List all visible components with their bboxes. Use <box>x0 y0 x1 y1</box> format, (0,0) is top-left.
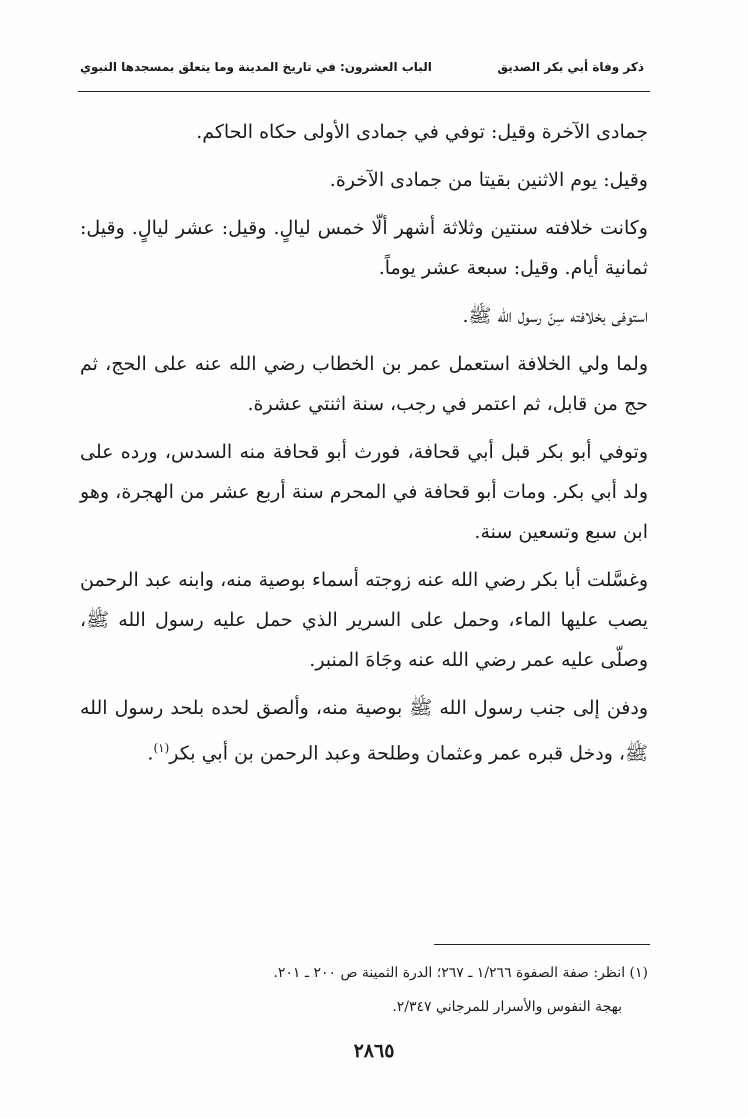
header-section-title: ذكر وفاة أبي بكر الصديق <box>497 60 644 74</box>
paragraph-last <box>80 688 648 773</box>
paragraph: ولما ولي الخلافة استعمل عمر بن الخطاب رضي الله عنه على الحج، ثم حج من قابل، ثم اعتمر في رجب، سنة اثنتي عشرة. <box>80 353 648 415</box>
paragraph: استوفى بخلافته سِنّ رسول الله ﷺ. <box>462 305 648 327</box>
paragraph: وغسَّلت أبا بكر رضي الله عنه زوجته أسماء بوصية منه، وابنه عبد الرحمن يصب عليها الماء، وحمل على السرير الذي حمل عليه رسول الله ﷺ، وصلّى عليه عمر رضي الله عنه وجَاهَ المنبر. <box>80 569 648 671</box>
paragraph: وقيل: يوم الاثنين بقيتا من جمادى الآخرة. <box>329 169 648 191</box>
footnote-line: بهجة النفوس والأسرار للمرجاني ٢/٣٤٧. <box>392 999 622 1015</box>
page-number: ٢٨٦٥ <box>353 1040 395 1062</box>
paragraph: جمادى الآخرة وقيل: توفي في جمادى الأولى حكاه الحاكم. <box>196 121 648 143</box>
paragraph-last-text: ودفن إلى جنب رسول الله ﷺ بوصية منه، وألصق لحده بلحد رسول الله ﷺ، ودخل قبره عمر وعثمان وطلحة وعبد الرحمن بن أبي بكر <box>80 697 648 765</box>
paragraph: وتوفي أبو بكر قبل أبي قحافة، فورث أبو قحافة منه السدس، ورده على ولد أبي بكر. ومات أبو قحافة في المحرم سنة أربع عشر من الهجرة، وهو ابن سبع وتسعين سنة. <box>80 441 648 543</box>
footnote-line: (١) انظر: صفة الصفوة ١/٢٦٦ ـ ٢٦٧؛ الدرة الثمينة ص ٢٠٠ ـ ٢٠١. <box>273 965 648 981</box>
main-text <box>80 112 648 781</box>
paragraph-end-mark: . <box>147 742 154 765</box>
footnotes <box>80 956 648 1024</box>
footnote-rule <box>434 944 650 945</box>
footnote-reference[interactable]: (١) <box>153 741 170 755</box>
paragraph: وكانت خلافته سنتين وثلاثة أشهر ألّا خمس ليالٍ. وقيل: عشر ليالٍ. وقيل: ثمانية أيام. وقيل: سبعة عشر يوماً. <box>80 217 648 279</box>
header-rule <box>78 91 650 92</box>
running-header <box>80 58 644 82</box>
header-chapter-title: الباب العشرون: في تاريخ المدينة وما يتعلق بمسجدها النبوي <box>80 60 432 74</box>
